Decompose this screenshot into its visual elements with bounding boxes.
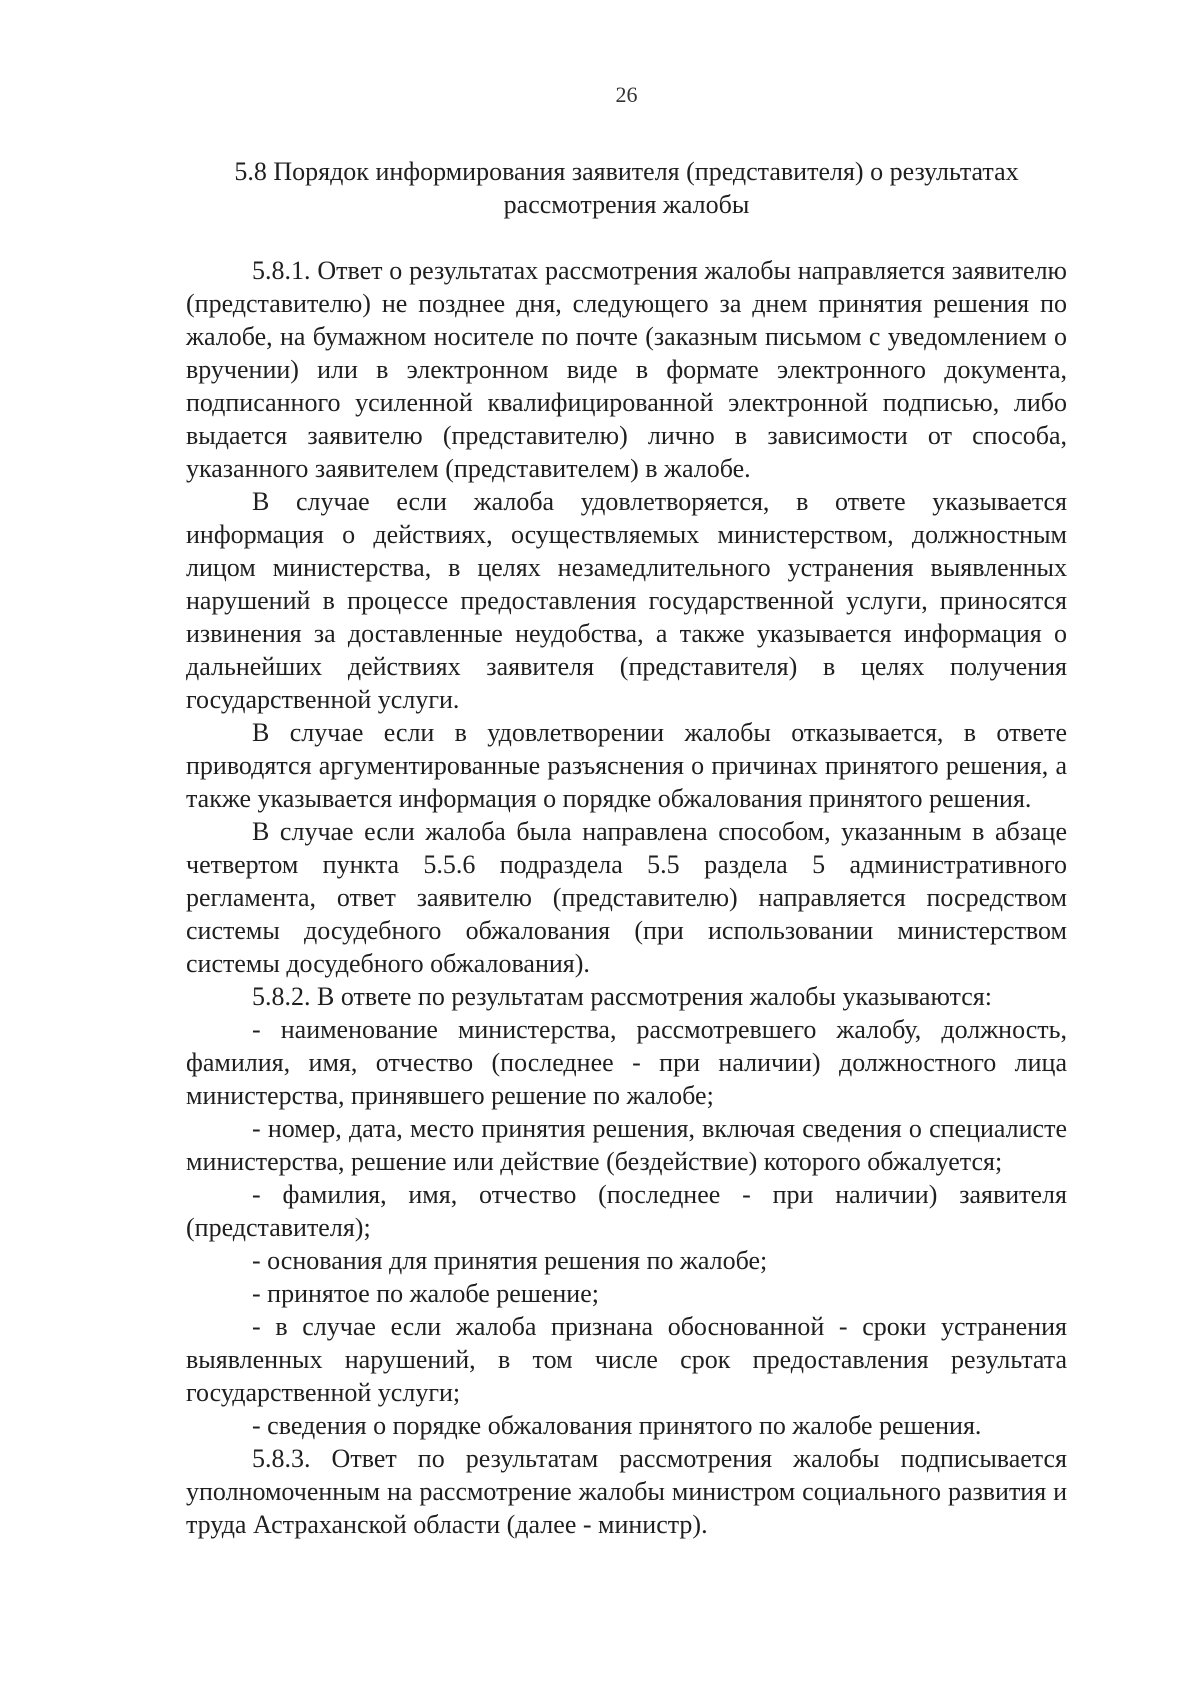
section-heading (186, 155, 1067, 221)
list-item-deadlines: - в случае если жалоба признана обоснованной - сроки устранения выявленных нарушений, в том числе срок предоставления результата государственной услуги; (186, 1312, 1067, 1407)
list-item-appeal-procedure: - сведения о порядке обжалования принятого по жалобе решения. (252, 1411, 982, 1440)
page-number: 26 (615, 82, 638, 107)
list-item-ministry-name: - наименование министерства, рассмотревшего жалобу, должность, фамилия, имя, отчество (последнее - при наличии) должностного лица министерства, принявшего решение по жалобе; (186, 1015, 1067, 1110)
list-item-applicant-name: - фамилия, имя, отчество (последнее - при наличии) заявителя (представителя); (186, 1180, 1067, 1242)
list-item-decision-number: - номер, дата, место принятия решения, включая сведения о специалисте министерства, решение или действие (бездействие) которого обжалуется; (186, 1114, 1067, 1176)
paragraph-pretrial-system: В случае если жалоба была направлена способом, указанным в абзаце четвертом пункта 5.5.6 подраздела 5.5 раздела 5 административного регламента, ответ заявителю (представителю) направляется посредством системы досудебного обжалования (при использовании министерством системы досудебного обжалования). (186, 817, 1067, 978)
list-item-grounds: - основания для принятия решения по жалобе; (252, 1246, 768, 1275)
section-heading-line-1: 5.8 Порядок информирования заявителя (представителя) о результатах (234, 157, 1019, 186)
paragraph-5-8-1: 5.8.1. Ответ о результатах рассмотрения жалобы направляется заявителю (представителю) не позднее дня, следующего за днем принятия решения по жалобе, на бумажном носителе по почте (заказным письмом с уведомлением о вручении) или в электронном виде в формате электронного документа, подписанного усиленной квалифицированной электронной подписью, либо выдается заявителю (представителю) лично в зависимости от способа, указанного заявителем (представителем) в жалобе. (186, 256, 1067, 483)
document-body (186, 254, 1067, 1541)
paragraph-complaint-satisfied: В случае если жалоба удовлетворяется, в ответе указывается информация о действиях, осуществляемых министерством, должностным лицом министерства, в целях незамедлительного устранения выявленных нарушений в процессе предоставления государственной услуги, приносятся извинения за доставленные неудобства, а также указывается информация о дальнейших действиях заявителя (представителя) в целях получения государственной услуги. (186, 487, 1067, 714)
paragraph-complaint-refused: В случае если в удовлетворении жалобы отказывается, в ответе приводятся аргументированные разъяснения о причинах принятого решения, а также указывается информация о порядке обжалования принятого решения. (186, 718, 1067, 813)
list-item-decision: - принятое по жалобе решение; (252, 1279, 599, 1308)
paragraph-5-8-3: 5.8.3. Ответ по результатам рассмотрения жалобы подписывается уполномоченным на рассмотрение жалобы министром социального развития и труда Астраханской области (далее - министр). (186, 1444, 1067, 1539)
paragraph-5-8-2: 5.8.2. В ответе по результатам рассмотрения жалобы указываются: (252, 982, 992, 1011)
section-heading-line-2: рассмотрения жалобы (503, 190, 750, 219)
